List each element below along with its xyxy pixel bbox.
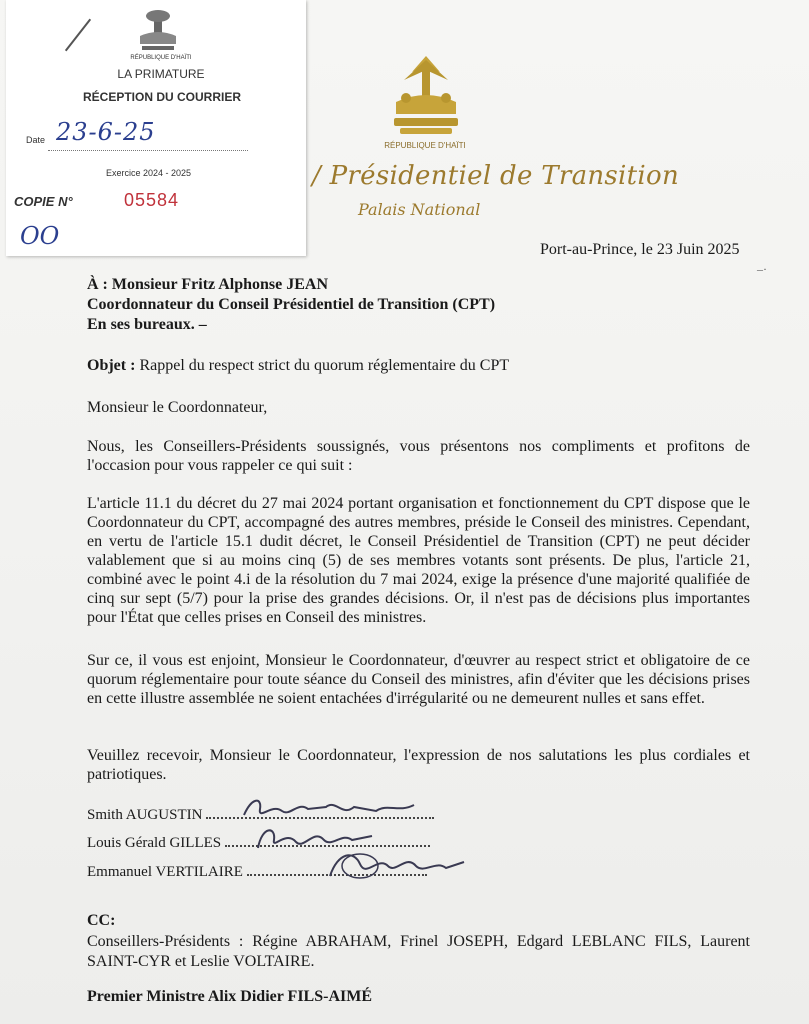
stamp-copie-label: COPIE N° [14,194,73,209]
cc-prime-minister: Premier Ministre Alix Didier FILS-AIMÉ [87,988,373,1005]
haiti-seal-icon [134,6,182,54]
recipient-line-3: En ses bureaux. – [87,316,207,333]
salutation: Monsieur le Coordonnateur, [87,399,268,416]
coat-of-arms-icon [382,50,470,140]
letterhead-subtitle: Palais National [358,200,481,219]
stamp-date-value: 23-6-25 [56,118,156,146]
stamp-date-label: Date [26,135,46,145]
recipient-line-1: À : Monsieur Fritz Alphonse JEAN [87,276,329,293]
subject-label: Objet : [87,357,136,374]
subject-text: Rappel du respect strict du quorum réglementaire du CPT [135,357,510,374]
letterhead-republic: RÉPUBLIQUE D'HAÏTI [384,141,466,150]
cc-recipients: Conseillers-Présidents : Régine ABRAHAM, Frinel JOSEPH, Edgard LEBLANC FILS, Laurent SAINT-CYR et Leslie VOLTAIRE. [87,933,750,970]
signatory-name: Smith AUGUSTIN [87,807,203,823]
paragraph-4: Veuillez recevoir, Monsieur le Coordonnateur, l'expression de nos salutations les plus cordiales et patriotiques. [87,747,750,783]
signatory-name: Louis Gérald GILLES [87,835,222,851]
pen-mark [65,19,91,52]
stamp-republic: RÉPUBLIQUE D'HAÏTI [130,55,192,61]
stamp-reception: RÉCEPTION DU COURRIER [82,90,241,104]
recipient-block [87,275,495,335]
stamp-exercice: Exercice 2024 - 2025 [106,168,192,178]
stamp-office: LA PRIMATURE [117,67,205,81]
paragraph-3: Sur ce, il vous est enjoint, Monsieur le Coordonnateur, d'œuvrer au respect strict et obligatoire de ce quorum réglementaire pour toute séance du Conseil des ministres, afin d'éviter que les décisions prises en cette illustre assemblée ne soient entachées d'irrégularité ou ne demeurent nulles et sans effet. [87,652,750,707]
stamp-date-line [48,150,248,151]
stamp-copie-number: 05584 [124,190,180,210]
cc-label: CC: [87,912,116,929]
handwritten-signature [320,842,470,886]
recipient-line-2: Coordonnateur du Conseil Présidentiel de Transition (CPT) [87,296,496,313]
reception-stamp [6,0,306,256]
paragraph-2: L'article 11.1 du décret du 27 mai 2024 portant organisation et fonctionnement du CPT dispose que le Coordonnateur du CPT, accompagné des autres membres, préside le Conseil des ministres. Cependant, en vertu de l'article 15.1 dudit décret, le Conseil Présidentiel de Transition (CPT) ne peut décider valablement que si au moins cinq (5) de ses membres votants sont présents. De plus, l'article 21, combiné avec le point 4.i de la résolution du 7 mai 2024, exige la présence d'une majorité qualifiée de cinq sur sept (5/7) pour la prise des grandes décisions. Or, il n'est pas de décisions plus importantes pour l'État que celles prises en Conseil des ministres. [87,495,750,626]
signatory-name: Emmanuel VERTILAIRE [87,864,243,880]
place-date: Port-au-Prince, le 23 Juin 2025 [540,241,740,258]
margin-mark: –· [757,262,767,276]
stamp-initials: OO [20,222,60,250]
subject-line [87,357,509,375]
letterhead-title: / Présidentiel de Transition [312,161,680,191]
paragraph-1: Nous, les Conseillers-Présidents soussignés, vous présentons nos compliments et profitons de l'occasion pour vous rappeler ce qui suit : [87,438,750,474]
